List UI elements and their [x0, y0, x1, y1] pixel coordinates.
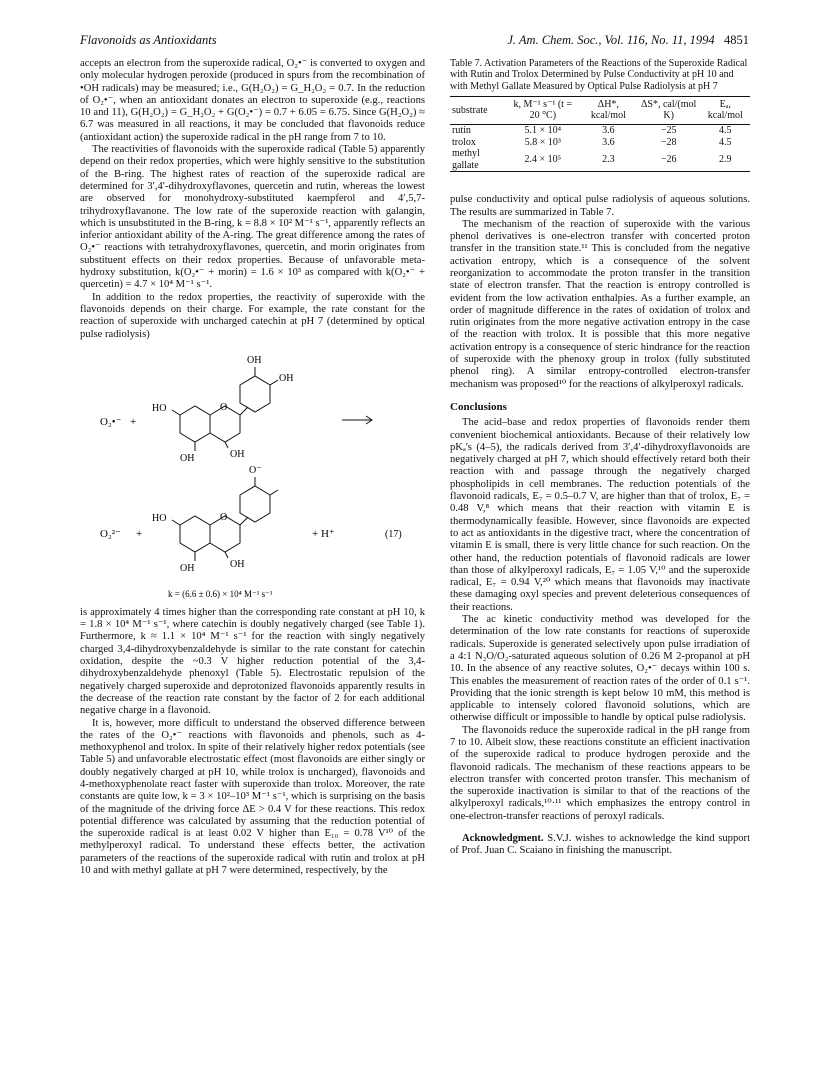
oxide-label: O⁻	[249, 464, 262, 476]
table-header: ΔH*, kcal/mol	[580, 97, 637, 124]
paragraph: accepts an electron from the superoxide radical, O₂•⁻ is converted to oxygen and only molecular hydrogen peroxide (produced in spurs from the recombination of •OH radicals) may be measured; i.e., G(H₂O₂) = G_H₂O₂ = 0.7. In the reduction of O₂•⁻, when an antioxidant donates an electron to superoxide (e.g., reactions 10 and 11), G(H₂O₂) = G_H₂O₂ + G(O₂•⁻) = 0.7 + 6.05 = 6.75. Since G(H₂O₂) ≈ 6.7 was measured in all reactions, it may be concluded that flavonoids reduce (antioxidant action) the superoxide radical in the pH range from 7 to 10.	[80, 58, 425, 143]
table-cell: −28	[660, 136, 677, 148]
table-cell: 3.6	[602, 136, 615, 148]
product-peroxide: O₂²⁻	[100, 527, 121, 540]
paragraph: pulse conductivity and optical pulse radiolysis of aqueous solutions. The results are summarized in Table 7.	[450, 194, 750, 218]
oh-label: OH	[230, 448, 245, 460]
table-cell: methyl gallate	[450, 148, 506, 172]
page-number: 4851	[724, 33, 749, 47]
table-7	[450, 96, 750, 172]
running-header-citation	[507, 33, 749, 48]
running-header-title: Flavonoids as Antioxidants	[80, 33, 217, 47]
paragraph: In addition to the redox properties, the reactivity of superoxide with the flavonoids depends on their charge. For example, the rate constant for the reaction of superoxide with uncharged catechin at pH 7 (determined by optical pulse radiolysis)	[80, 291, 425, 340]
oh-label: OH	[180, 452, 195, 464]
rate-constant-label: k = (6.6 ± 0.6) × 10⁴ M⁻¹ s⁻¹	[168, 588, 273, 599]
table-row	[450, 125, 750, 137]
oh-label: OH	[279, 372, 294, 384]
journal-name: J. Am. Chem. Soc.,	[507, 33, 602, 47]
table-cell: 2.4 × 10⁵	[506, 148, 580, 172]
table-cell: 2.9	[701, 148, 750, 172]
product-proton: + H⁺	[312, 527, 335, 540]
reactant-superoxide: O₂•⁻	[100, 415, 122, 428]
table-7-caption: Table 7. Activation Parameters of the Reactions of the Superoxide Radical with Rutin and Trolox Determined by Pulse Conductivity at pH 10 and with Methyl Gallate Measured by Optical Pulse Radiolysis at pH 7	[450, 58, 748, 92]
ring-oxygen: O	[220, 401, 228, 413]
table-cell: trolox	[452, 136, 476, 148]
oh-label: HO	[152, 512, 167, 524]
acknowledgment	[450, 833, 750, 858]
acknowledgment-text: S.V.J. wishes to acknowledge the kind support of Prof. Juan C. Scaiano in finishing the manuscript.	[450, 833, 751, 857]
table-row	[450, 148, 750, 172]
table-cell: 5.1 × 10⁴	[524, 125, 562, 137]
plus-sign: +	[130, 415, 137, 428]
table-cell: rutin	[452, 125, 471, 137]
paragraph: It is, however, more difficult to understand the observed difference between the rates of the O₂•⁻ reactions with flavonoids and phenols, such as 4-methoxyphenol and trolox. In spite of their relatively higher redox potentials (see Table 5) and unfavorable electrostatic effect (most flavonoids are either singly or doubly negatively charged at pH 10, while trolox is uncharged), flavonoids and 4-methoxyphenolate react faster with superoxide than trolox. Moreover, the rate constants are quite low, k = 3 × 10²–10³ M⁻¹ s⁻¹, which is surprising on the basis of the magnitude of the driving force ΔE > 0.4 V for these reactions. This redox potential difference was calculated by assuming that the reduction potential of the superoxide radical is at least 0.02 V higher than E₁₀ = 0.78 V¹⁰ of the methylperoxyl radical. To understand these effects better, the activation parameters of the reactions of the superoxide radical with rutin and trolox at pH 10 and with methyl gallate at pH 7 were determined, respectively, by the	[80, 717, 425, 877]
oh-label: OH	[247, 354, 262, 366]
table-header: ΔS*, cal/(mol K)	[637, 97, 701, 124]
table-cell: 4.5	[719, 136, 732, 148]
oh-label: OH	[230, 558, 245, 570]
table-cell: 4.5	[719, 125, 732, 137]
oh-label: OH	[180, 562, 195, 574]
paragraph: The ac kinetic conductivity method was developed for the determination of the low rate constants for reactions of superoxide radicals. Superoxide is generated selectively upon pulse irradiation of a 4:1 N₂O/O₂-saturated aqueous solution of 0.26 M 2-propanol at pH 10. In the absence of any reactive solutes, O₂•⁻ decays within 100 s. This enables the measurement of reaction rates of the order of 0.1 s⁻¹. Providing that the ionic strength is kept below 10 mM, this method is applicable to intensely colored flavonoid solutions, which are otherwise difficult or impossible to handle by optical pulse radiolysis.	[450, 614, 750, 724]
table-cell: −26	[637, 148, 701, 172]
paragraph: The flavonoids reduce the superoxide radical in the pH range from 7 to 10. Albeit slow, these reactions constitute an efficient inactivation of the superoxide radical to produce hydrogen peroxide and the flavonoid radicals. The mechanism of these reactions appears to be electron transfer with concerted proton transfer. This mechanism of the superoxide inactivation is similar to that of the reactions of the alkylperoxyl radicals,¹⁰·¹¹ which emphasizes the entropy control in one-electron-transfer reactions of peroxyl radicals.	[450, 724, 750, 822]
paragraph: is approximately 4 times higher than the corresponding rate constant at pH 10, k = 1.8 × 10⁴ M⁻¹ s⁻¹, where catechin is doubly negatively charged (see Table 1). Furthermore, k ≈ 1.1 × 10⁴ M⁻¹ s⁻¹ for the reaction with singly negatively charged 3,4-dihydroxybenzaldehyde is similar to the rate constant for catechin oxidation, despite the ~0.3 V higher reduction potential of the 3,4-dihydroxybenzaldehyde phenoxyl (Table 5). Electrostatic repulsion of the negatively charged superoxide and deprotonized flavonoids apparently results in the decrease of the reaction rate constant by the factor of 2 for each additional negative charge in a flavonoid.	[80, 606, 425, 717]
journal-volume: Vol. 116, No. 11, 1994	[604, 33, 715, 47]
table-cell: 3.6	[602, 125, 615, 137]
plus-sign: +	[136, 527, 143, 540]
paragraph: The reactivities of flavonoids with the superoxide radical (Table 5) apparently depend on their redox properties, which were highly sensitive to the substitution of the B-ring. The highest rates of reaction of the superoxide radical are determined for 3′,4′-dihydroxyflavones, quercetin and rutin, whereas the lowest are observed for monohydroxy-substituted kaempferol and 4′,5,7-trihydroxyflavanone. The low rate of the superoxide reaction with galangin, which is unsubstituted in the B-ring, k = 8.8 × 10² M⁻¹ s⁻¹, apparently reflects an inferior antioxidant ability of the A-ring. The great difference among the rates of O₂•⁻ reactions with tetrahydroxyflavones, quercetin, and morin originates from substituent effects on their redox properties. Because of unfavorable meta-hydroxy substitution, k(O₂•⁻ + morin) = 1.6 × 10³ as compared with k(O₂•⁻ + quercetin) = 4.7 × 10⁴ M⁻¹ s⁻¹.	[80, 144, 425, 291]
reaction-scheme-17	[80, 345, 425, 605]
table-row	[450, 137, 750, 149]
table-header: Eₐ, kcal/mol	[701, 97, 750, 124]
table-cell: 2.3	[580, 148, 637, 172]
table-header: substrate	[450, 97, 506, 124]
left-column	[80, 58, 425, 877]
right-column	[450, 58, 750, 858]
reaction-scheme-drawing	[80, 345, 425, 605]
oh-label: HO	[152, 402, 167, 414]
section-heading-conclusions: Conclusions	[450, 400, 507, 413]
table-cell: 5.8 × 10³	[524, 136, 561, 148]
equation-number: (17)	[385, 528, 402, 540]
ring-oxygen: O	[220, 511, 228, 523]
table-header: k, M⁻¹ s⁻¹ (t = 20 °C)	[506, 97, 580, 124]
paragraph: The acid–base and redox properties of flavonoids render them convenient biochemical antioxidants. Because of their relatively low pKₐ's (4–5), the radicals derived from 3′,4′-dihydroxyflavonoids are negatively charged at pH 7, which should effectively retard both their reaction with and passage through the negatively charged phospholipids in cell membranes. The reduction potentials of the flavonoid radicals, E₇ = 0.5–0.7 V, are higher than that of trolox, E₇ = 0.48 V,⁸ which means that their reaction with vitamin E is thermodynamically feasible. However, since flavonoids are expected to act as antioxidants in the digestive tract, where the concentration of vitamin E is small, there is very little chance for such reaction. On the other hand, the reduction potentials of flavonoid radicals are lower than those of alkylperoxyl radicals, E₇ = 1.05 V,¹⁰ and the superoxide radical, E₇ = 0.94 V,²⁰ which means that flavonoids may inactivate these damaging oxyl species and prevent deleterious consequences of their reactions.	[450, 417, 750, 613]
table-cell: −25	[660, 125, 677, 137]
paragraph: The mechanism of the reaction of superoxide with the various phenol derivatives is one-electron transfer with concerted proton transfer in the transition state.¹¹ This is concluded from the negative activation entropy, which is a consequence of the solvent reorganization to accommodate the proton transfer in the transition state of electron transfer. That the reaction is entropy controlled is evident from the low activation enthalpies. As a further example, an order of magnitude difference in the rates of oxidation of trolox and rutin originates from the more negative activation entropy in the case of the reaction with trolox. It is possible that this more negative activation entropy is a consequence of steric hindrance for the reaction of superoxide with the phenoxy group in trolox (fully substituted phenol ring). A similar entropy-controlled electron-transfer mechanism was proposed¹⁰ for the reactions of alkylperoxyl radicals.	[450, 218, 750, 390]
acknowledgment-label: Acknowledgment.	[462, 833, 544, 845]
